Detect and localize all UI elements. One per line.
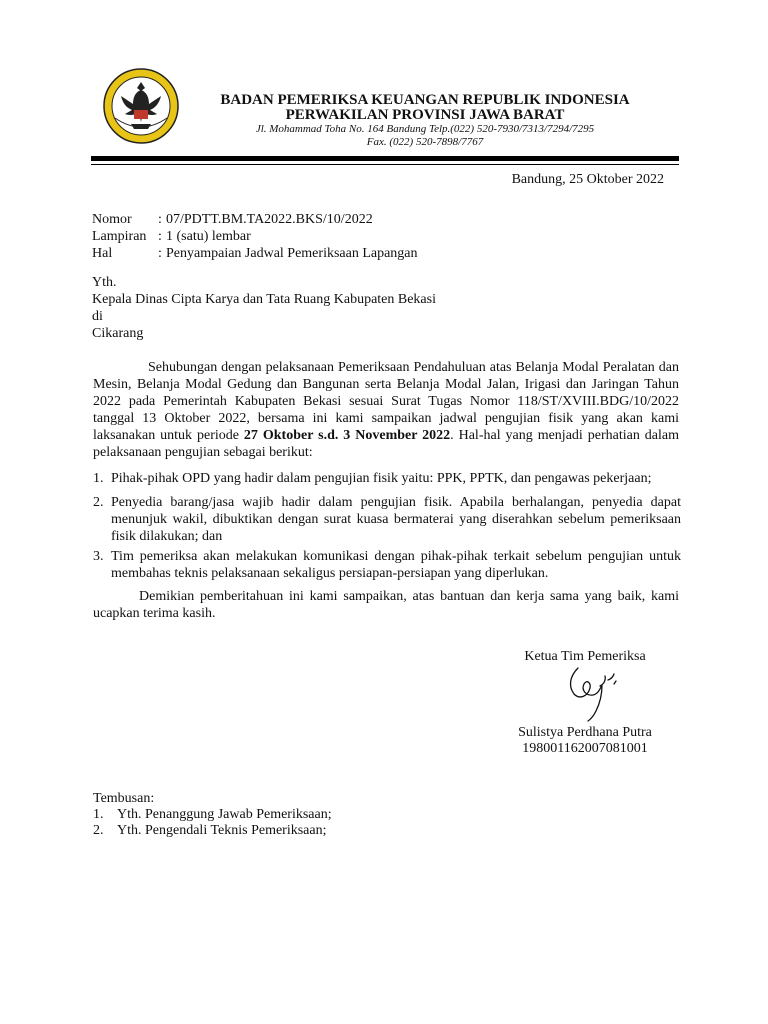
- list-item-text: Tim pemeriksa akan melakukan komunikasi dengan pihak-pihak terkait sebelum pengujian untuk membahas teknis pelaksanaan sekaligus persiapan-persiapan yang diperlukan.: [111, 549, 681, 581]
- recipient-city: Cikarang: [92, 326, 144, 341]
- recipient-at: di: [92, 309, 103, 324]
- body-paragraph: [93, 359, 679, 461]
- closing-paragraph: Demikian pemberitahuan ini kami sampaikan, atas bantuan dan kerja sama yang baik, kami ucapkan terima kasih.: [93, 589, 679, 621]
- meta-label: Hal: [92, 246, 113, 261]
- meta-value: 07/PDTT.BM.TA2022.BKS/10/2022: [166, 212, 373, 227]
- body-text-part1: Sehubungan dengan pelaksanaan Pemeriksaan Pendahuluan atas Belanja Modal Peralatan dan Mesin, Belanja Modal Gedung dan Bangunan serta Belanja Modal Jalan, Irigasi dan Jaringan Tahun 2022 pada Pemerintah Kabupaten Bekasi sesuai Surat Tugas Nomor 118/ST/XVIII.BDG/10/2022 tanggal 13 Oktober 2022, bersama ini kami sampaikan jadwal pengujian fisik yang akan kami laksanakan untuk periode: [93, 360, 679, 443]
- header-rule-thick: [91, 156, 679, 161]
- org-name-line2: PERWAKILAN PROVINSI JAWA BARAT: [285, 107, 565, 123]
- tembusan-item: [93, 822, 327, 839]
- list-item-number: 1.: [93, 471, 104, 486]
- list-item-text: Penyedia barang/jasa wajib hadir dalam pengujian fisik. Apabila berhalangan, penyedia dapat menunjuk wakil, dibuktikan dengan surat kuasa bermaterai yang diserahkan sebelum pemeriksaan fisik dilakukan; dan: [111, 495, 681, 544]
- handwritten-signature: [556, 662, 636, 724]
- tembusan-item: [93, 806, 332, 823]
- letter-date: Bandung, 25 Oktober 2022: [511, 172, 664, 187]
- tembusan-item-text: Yth. Pengendali Teknis Pemeriksaan;: [117, 823, 327, 838]
- meta-value: 1 (satu) lembar: [166, 229, 251, 244]
- meta-colon: :: [158, 229, 162, 244]
- list-item-text: Pihak-pihak OPD yang hadir dalam pengujian fisik yaitu: PPK, PPTK, dan pengawas pekerjaan;: [111, 471, 652, 486]
- tembusan-label: Tembusan:: [93, 791, 155, 806]
- meta-label: Nomor: [92, 212, 132, 227]
- meta-label: Lampiran: [92, 229, 147, 244]
- address-line1: Jl. Mohammad Toha No. 164 Bandung Telp.(022) 520-7930/7313/7294/7295: [255, 123, 595, 135]
- meta-value: Penyampaian Jadwal Pemeriksaan Lapangan: [166, 246, 418, 261]
- bpk-logo: [101, 66, 181, 146]
- list-item-number: 2.: [93, 495, 104, 510]
- list-item-number: 3.: [93, 549, 104, 564]
- header-rule-thin: [91, 164, 679, 165]
- org-name-line1: BADAN PEMERIKSA KEUANGAN REPUBLIK INDONESIA: [220, 92, 630, 108]
- signatory-nip: 198001162007081001: [522, 741, 648, 756]
- tembusan-item-number: 1.: [93, 807, 104, 822]
- meta-colon: :: [158, 246, 162, 261]
- recipient-name: Kepala Dinas Cipta Karya dan Tata Ruang Kabupaten Bekasi: [92, 292, 436, 307]
- body-period-bold: 27 Oktober s.d. 3 November 2022: [243, 428, 451, 443]
- address-line2: Fax. (022) 520-7898/7767: [366, 136, 484, 148]
- body-text-part2: . Hal-hal yang menjadi perhatian dalam pelaksanaan pengujian sebagai berikut:: [93, 428, 679, 460]
- recipient-greeting: Yth.: [92, 275, 117, 290]
- signatory-name: Sulistya Perdhana Putra: [518, 725, 652, 740]
- signature-title: Ketua Tim Pemeriksa: [524, 649, 646, 664]
- meta-colon: :: [158, 212, 162, 227]
- tembusan-item-number: 2.: [93, 823, 104, 838]
- tembusan-item-text: Yth. Penanggung Jawab Pemeriksaan;: [117, 807, 332, 822]
